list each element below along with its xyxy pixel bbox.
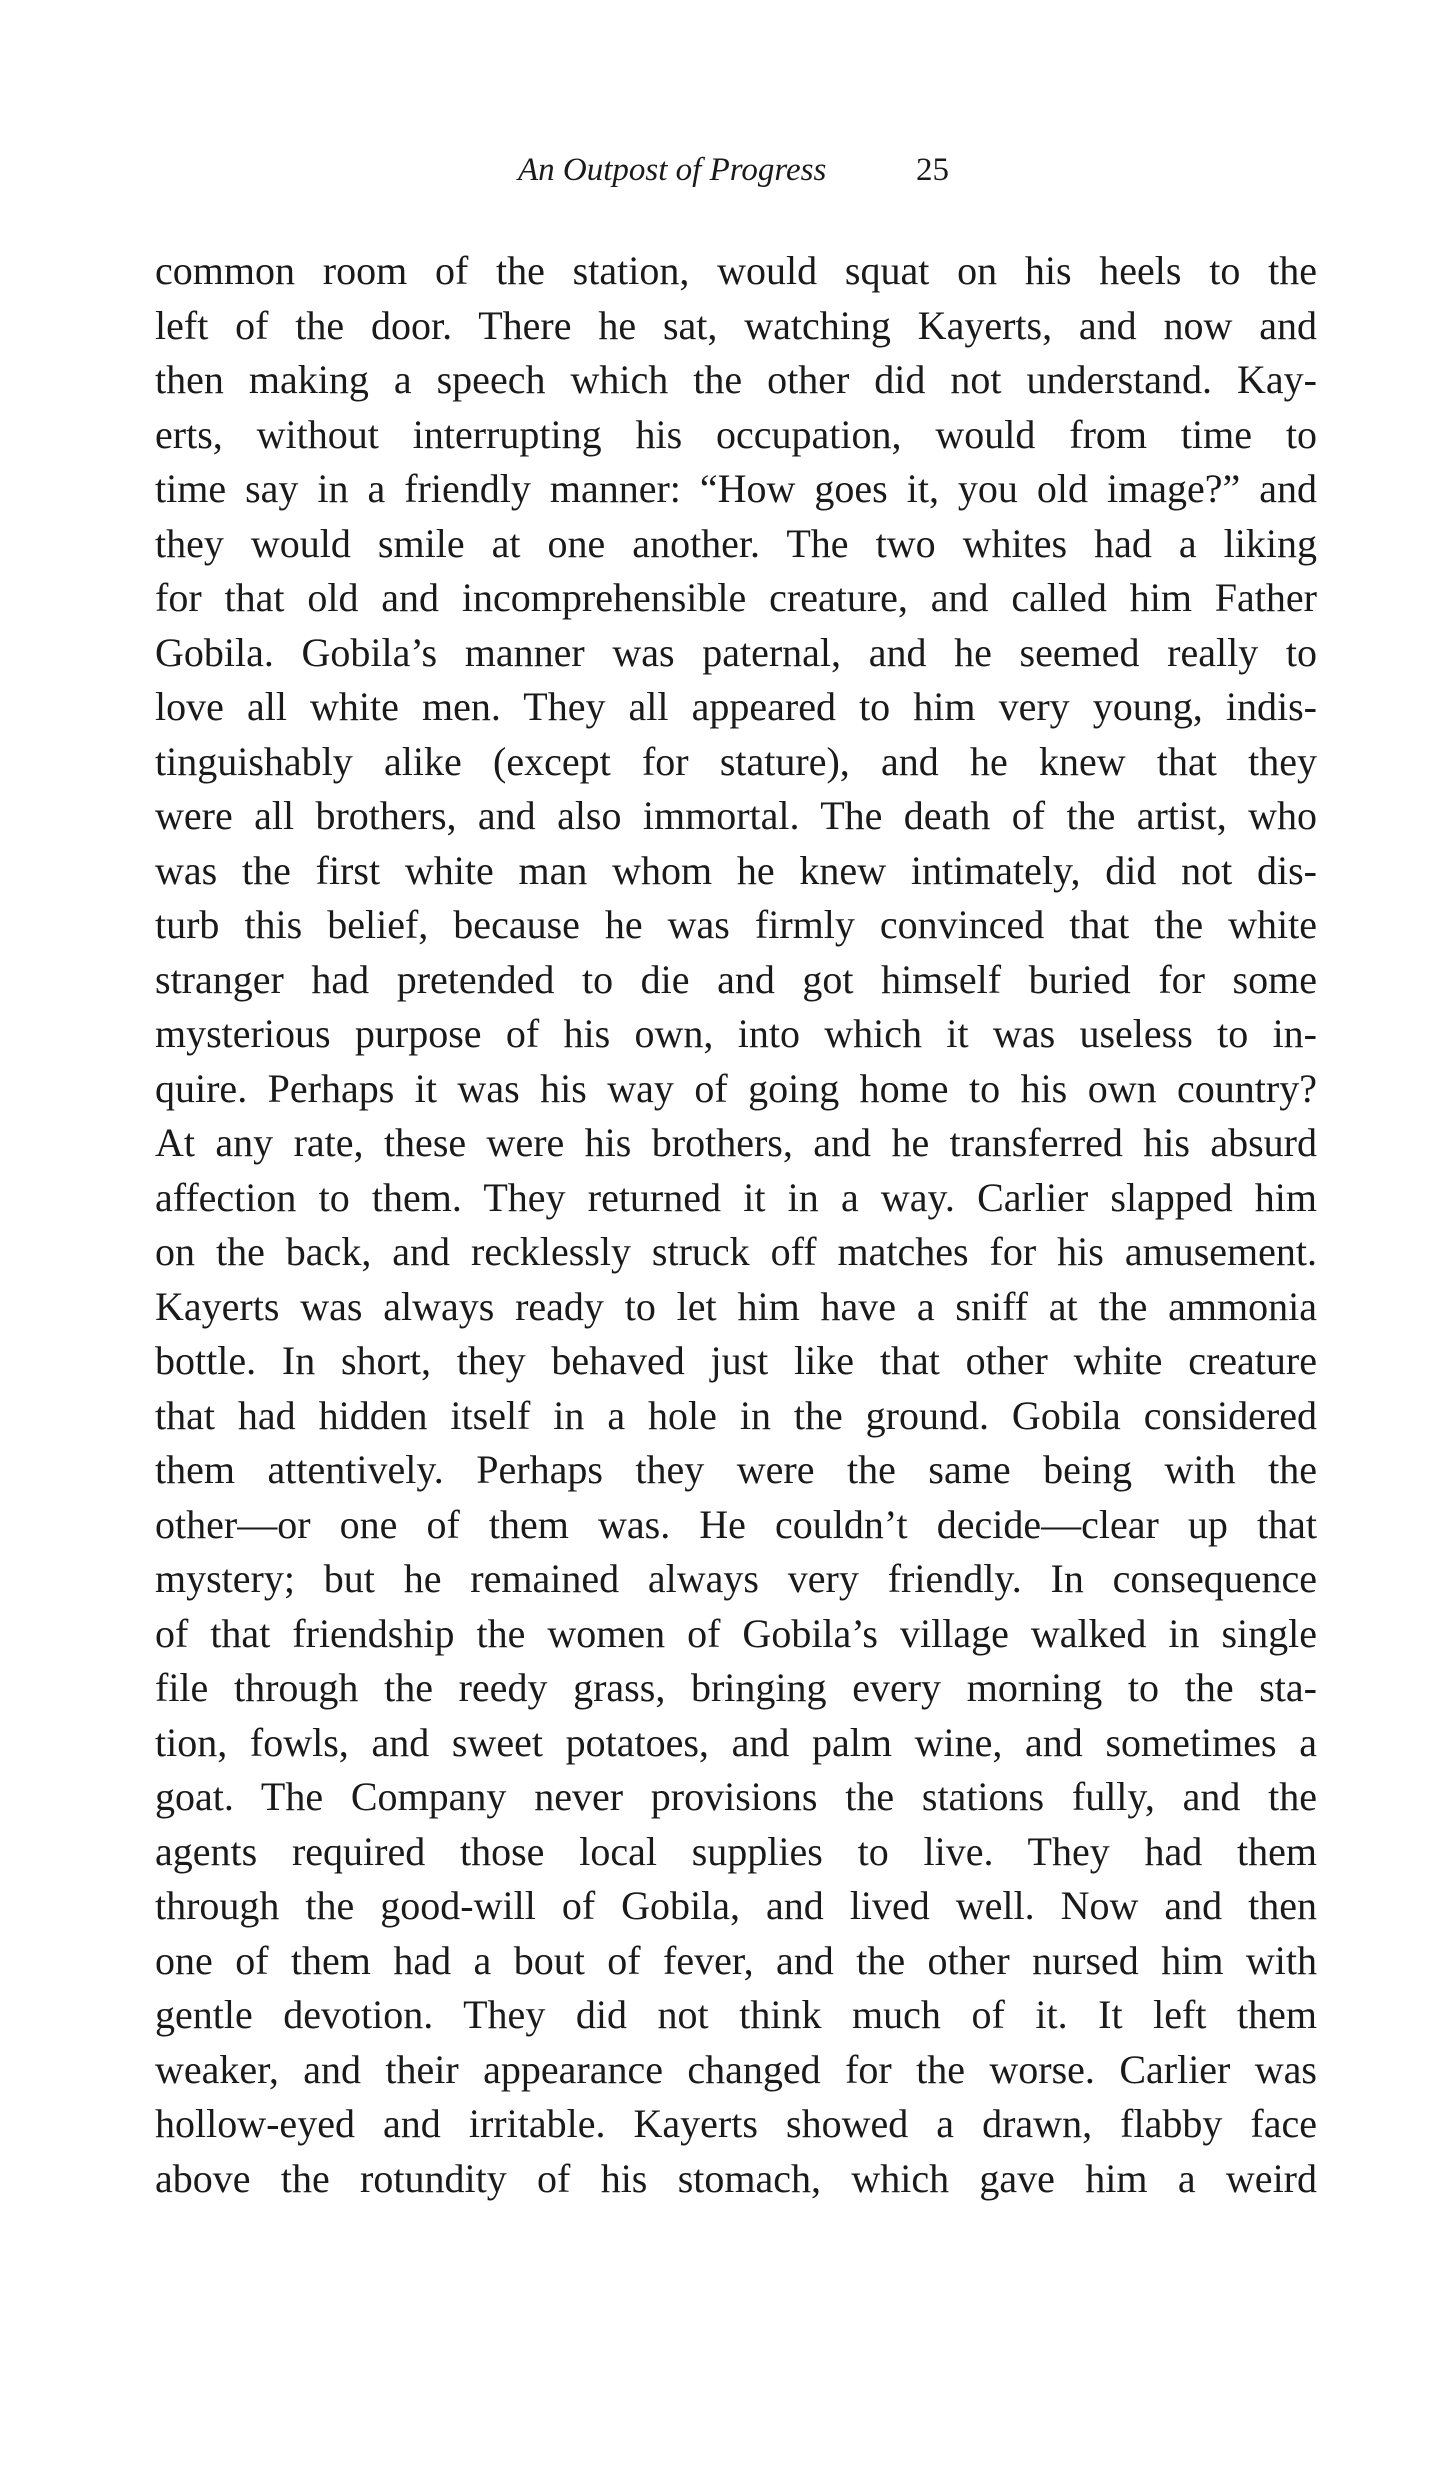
page-number: 25 <box>916 152 949 188</box>
text-line: for that old and incomprehensible creature, and called him Father <box>155 575 1317 620</box>
text-line: they would smile at one another. The two whites had a liking <box>155 520 1317 566</box>
text-line: that had hidden itself in a hole in the ground. Gobila considered <box>155 1392 1317 1438</box>
body-text <box>155 244 1317 2206</box>
text-line: Gobila. Gobila’s manner was paternal, and he seemed really to <box>155 629 1317 675</box>
text-line: gentle devotion. They did not think much of it. It left them <box>155 1992 1317 2037</box>
text-line: Kayerts was always ready to let him have a sniff at the ammonia <box>155 1283 1317 1329</box>
text-line: goat. The Company never provisions the stations fully, and the <box>155 1774 1317 1819</box>
text-line: one of them had a bout of fever, and the other nursed him with <box>155 1937 1317 1983</box>
text-line: love all white men. They all appeared to him very young, indis- <box>155 684 1317 729</box>
text-line: tion, fowls, and sweet potatoes, and palm wine, and sometimes a <box>155 1719 1317 1765</box>
text-line: At any rate, these were his brothers, and he transferred his absurd <box>155 1120 1317 1165</box>
text-line: mysterious purpose of his own, into which it was useless to in- <box>155 1011 1317 1056</box>
text-line: then making a speech which the other did not understand. Kay- <box>155 357 1317 402</box>
text-line: above the rotundity of his stomach, which gave him a weird <box>155 2155 1317 2201</box>
text-line: hollow-eyed and irritable. Kayerts showed a drawn, flabby face <box>155 2101 1317 2146</box>
running-header <box>0 148 1450 192</box>
text-line: tinguishably alike (except for stature), and he knew that they <box>155 738 1317 784</box>
text-line: time say in a friendly manner: “How goes it, you old image?” and <box>155 466 1317 511</box>
text-line: mystery; but he remained always very friendly. In consequence <box>155 1556 1317 1601</box>
text-line: left of the door. There he sat, watching Kayerts, and now and <box>155 302 1317 348</box>
running-title: An Outpost of Progress <box>518 152 827 188</box>
text-line: were all brothers, and also immortal. The death of the artist, who <box>155 793 1317 838</box>
text-line: erts, without interrupting his occupation, would from time to <box>155 411 1317 457</box>
text-line: agents required those local supplies to live. They had them <box>155 1828 1317 1874</box>
text-line: was the first white man whom he knew intimately, did not dis- <box>155 847 1317 893</box>
text-line: common room of the station, would squat on his heels to the <box>155 248 1317 293</box>
text-line: them attentively. Perhaps they were the same being with the <box>155 1447 1317 1492</box>
text-line: weaker, and their appearance changed for the worse. Carlier was <box>155 2046 1317 2092</box>
text-line: on the back, and recklessly struck off matches for his amusement. <box>155 1229 1317 1274</box>
text-line: file through the reedy grass, bringing every morning to the sta- <box>155 1665 1317 1710</box>
text-line: turb this belief, because he was firmly convinced that the white <box>155 902 1317 947</box>
text-line: affection to them. They returned it in a way. Carlier slapped him <box>155 1174 1317 1220</box>
text-line: bottle. In short, they behaved just like that other white creature <box>155 1338 1317 1383</box>
text-line: other—or one of them was. He couldn’t decide—clear up that <box>155 1501 1317 1547</box>
text-line: through the good-will of Gobila, and lived well. Now and then <box>155 1883 1317 1928</box>
text-line: stranger had pretended to die and got himself buried for some <box>155 956 1317 1002</box>
text-line: quire. Perhaps it was his way of going home to his own country? <box>155 1065 1317 1111</box>
text-line: of that friendship the women of Gobila’s village walked in single <box>155 1610 1317 1656</box>
